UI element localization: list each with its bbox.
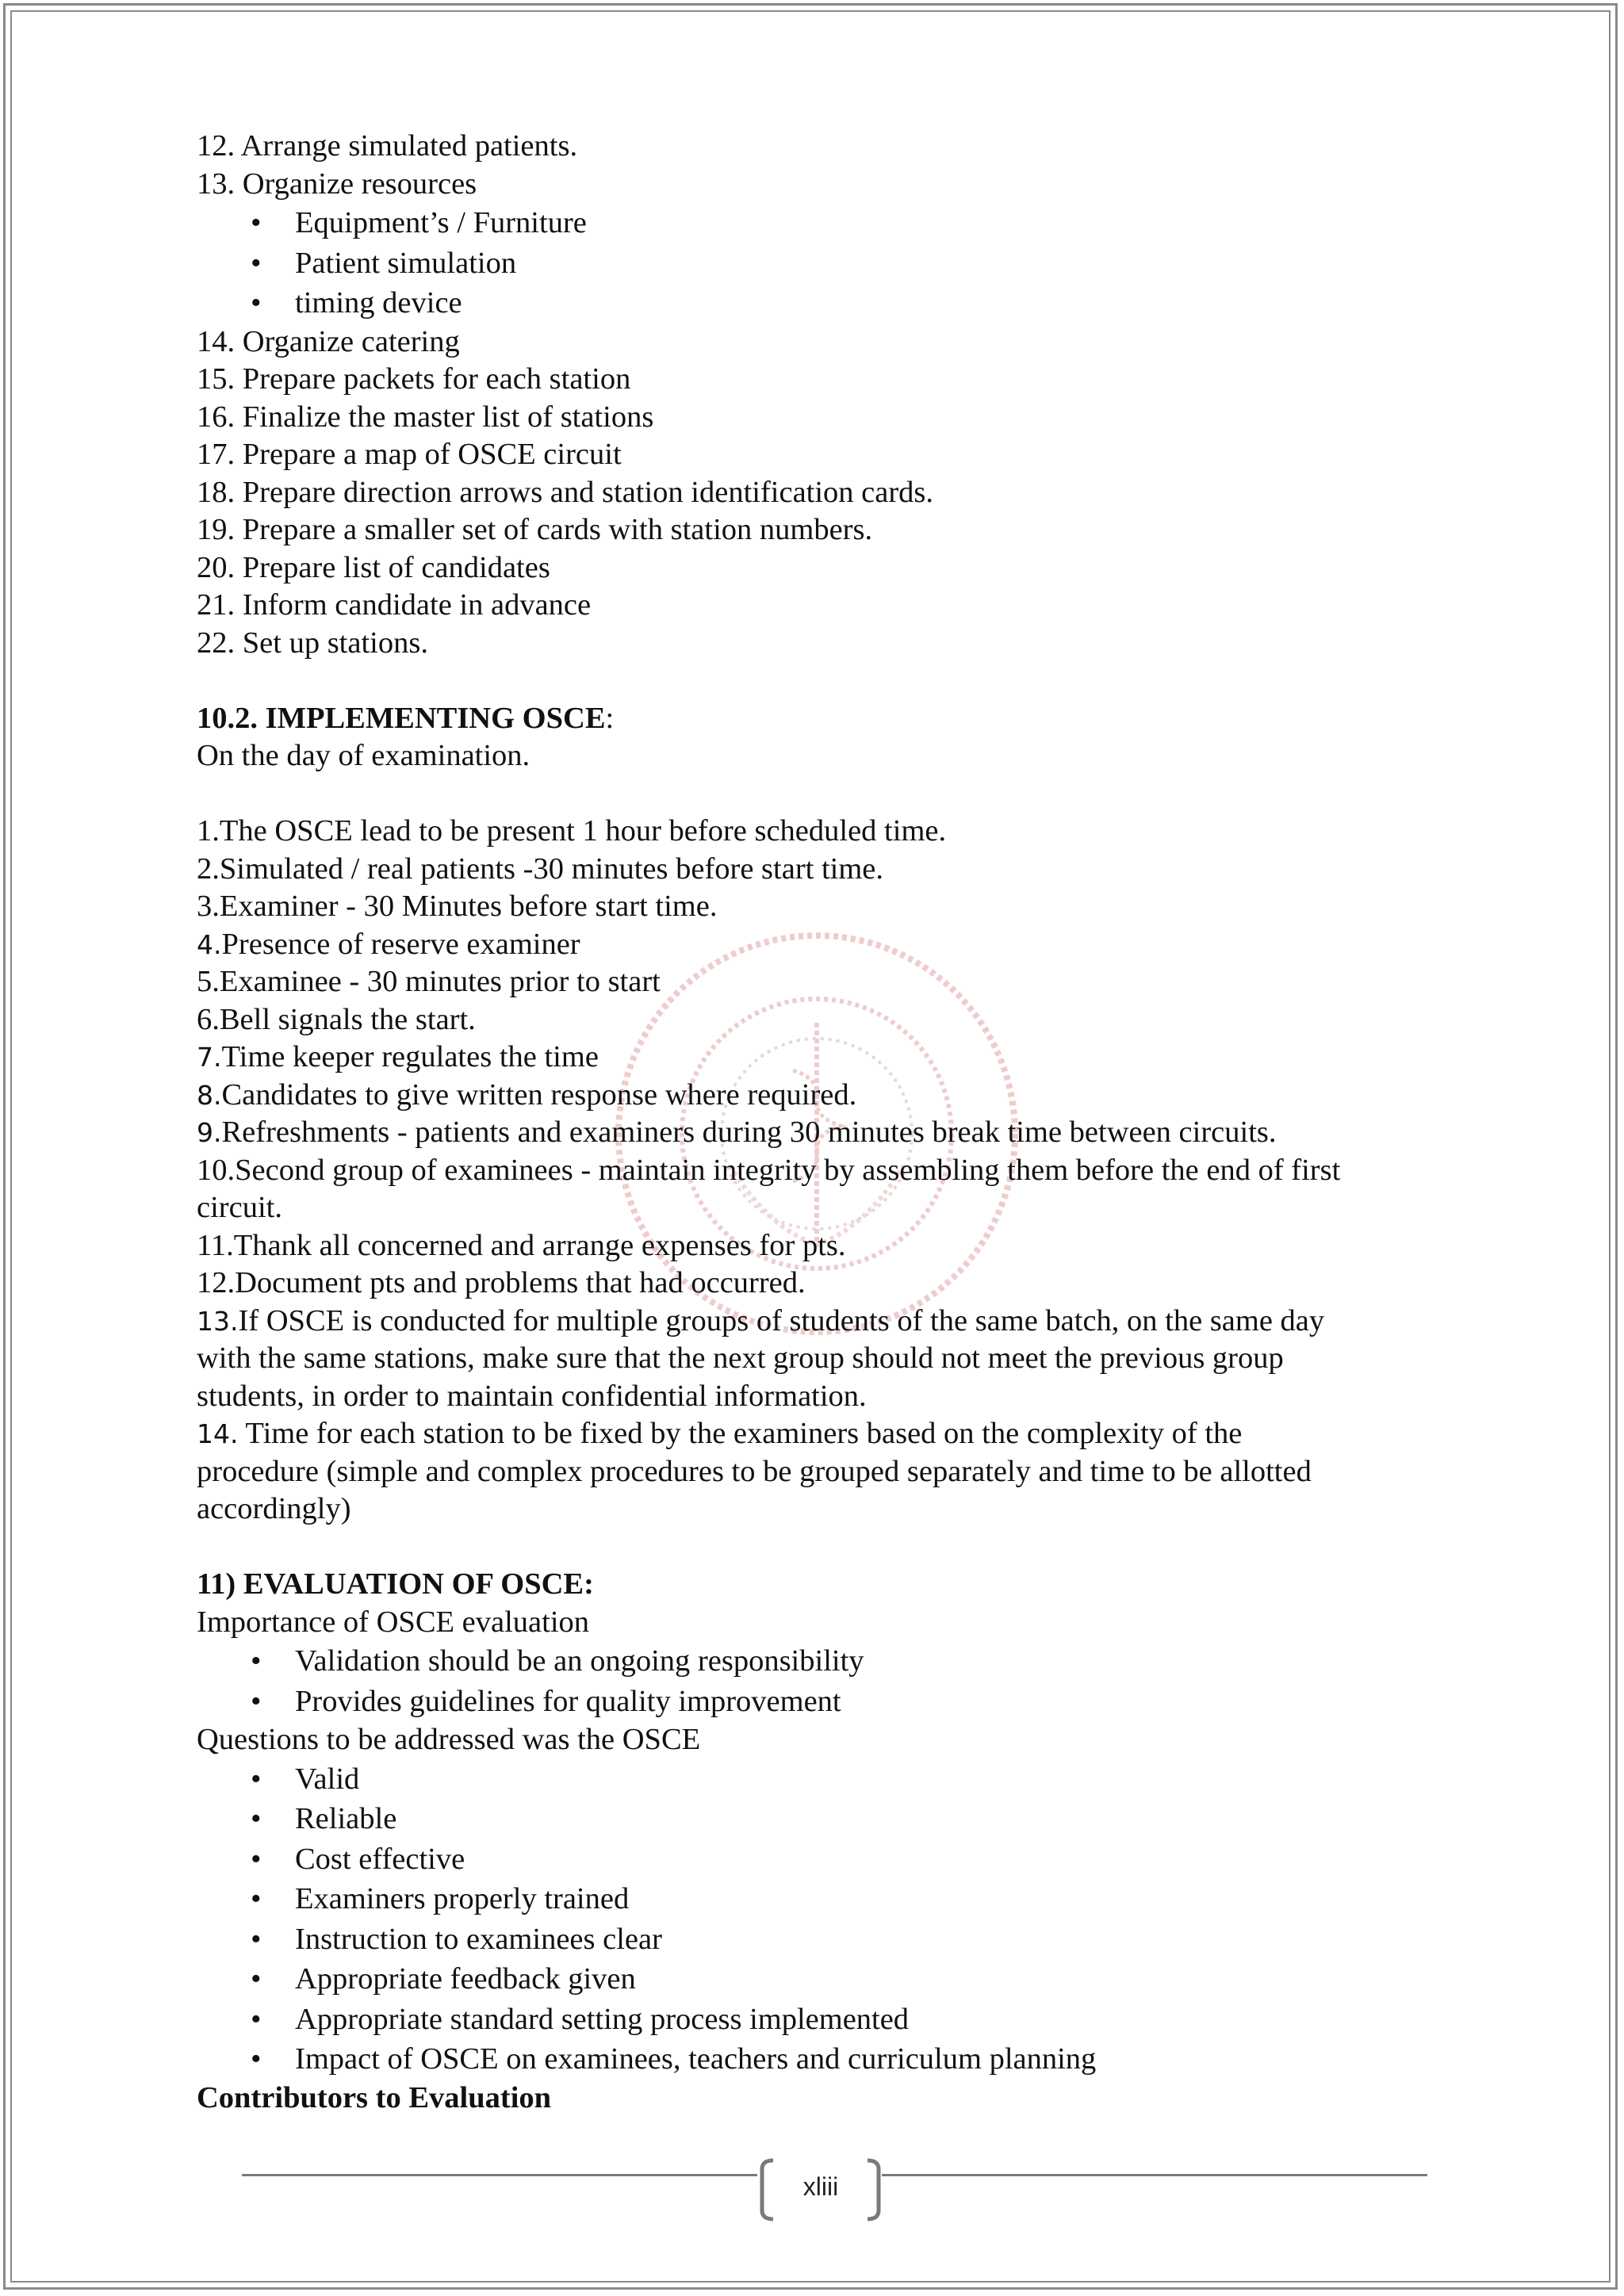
list-item: 12. Arrange simulated patients. bbox=[197, 129, 578, 163]
bullet-icon: • bbox=[251, 2042, 262, 2076]
bullet-icon: • bbox=[251, 2002, 262, 2036]
bullet-item: • timing device bbox=[197, 283, 1434, 323]
footer-rule bbox=[882, 2174, 1427, 2176]
step-item: 10.Second group of examinees - maintain integrity by assembling them before the end of first bbox=[197, 1153, 1341, 1187]
step-item: 7.Time keeper regulates the time bbox=[197, 1040, 599, 1073]
list-item: 22. Set up stations. bbox=[197, 626, 428, 660]
step-item: 11.Thank all concerned and arrange expenses for pts. bbox=[197, 1228, 846, 1262]
step-item: 2.Simulated / real patients -30 minutes before start time. bbox=[197, 851, 884, 886]
bullet-item: • Appropriate feedback given bbox=[197, 1959, 1434, 1999]
bullet-icon: • bbox=[251, 246, 262, 280]
bullet-icon: • bbox=[251, 1802, 262, 1835]
bullet-icon: • bbox=[251, 1684, 262, 1718]
section-heading: 10.2. IMPLEMENTING OSCE: bbox=[197, 701, 615, 735]
section-intro: On the day of examination. bbox=[197, 739, 530, 772]
step-item: 5.Examinee - 30 minutes prior to start bbox=[197, 965, 661, 998]
list-item: 13. Organize resources bbox=[197, 166, 477, 201]
bullet-item: • Cost effective bbox=[197, 1839, 1434, 1880]
step-item: 4.Presence of reserve examiner bbox=[197, 927, 580, 961]
bullet-icon: • bbox=[251, 1882, 262, 1915]
section-label: Questions to be addressed was the OSCE bbox=[197, 1723, 701, 1756]
bullet-item: • Appropriate standard setting process implemented bbox=[197, 1999, 1434, 2040]
list-item: 14. Organize catering bbox=[197, 324, 460, 358]
page-number: xliii bbox=[802, 2172, 839, 2201]
subsection-heading: Contributors to Evaluation bbox=[197, 2080, 552, 2114]
step-item: 12.Document pts and problems that had occurred. bbox=[197, 1266, 806, 1299]
list-item: 19. Prepare a smaller set of cards with station numbers. bbox=[197, 513, 873, 546]
bullet-item: • Impact of OSCE on examinees, teachers and curriculum planning bbox=[197, 2039, 1434, 2080]
step-item-continued: students, in order to maintain confidential information. bbox=[197, 1379, 867, 1413]
step-item: 8.Candidates to give written response where required. bbox=[197, 1077, 857, 1112]
step-item: 14. Time for each station to be fixed by the examiners based on the complexity of the bbox=[197, 1417, 1243, 1450]
bullet-icon: • bbox=[251, 1842, 262, 1876]
bullet-item: • Validation should be an ongoing responsibility bbox=[197, 1641, 1434, 1682]
list-item: 16. Finalize the master list of stations bbox=[197, 400, 654, 434]
step-item-continued: with the same stations, make sure that the next group should not meet the previous group bbox=[197, 1341, 1284, 1375]
list-item: 20. Prepare list of candidates bbox=[197, 550, 550, 584]
bullet-icon: • bbox=[251, 1762, 262, 1796]
step-item: 9.Refreshments - patients and examiners during 30 minutes break time between circuits. bbox=[197, 1115, 1277, 1149]
bullet-icon: • bbox=[251, 1962, 262, 1996]
list-item: 17. Prepare a map of OSCE circuit bbox=[197, 438, 622, 471]
document-body bbox=[197, 128, 1434, 2117]
step-item: 6.Bell signals the start. bbox=[197, 1002, 476, 1036]
step-item: 13.If OSCE is conducted for multiple groups of students of the same batch, on the same day bbox=[197, 1303, 1325, 1337]
bullet-item: • Equipment’s / Furniture bbox=[197, 203, 1434, 243]
list-item: 15. Prepare packets for each station bbox=[197, 362, 631, 396]
bullet-icon: • bbox=[251, 1644, 262, 1678]
bullet-item: • Provides guidelines for quality improvement bbox=[197, 1682, 1434, 1722]
bullet-icon: • bbox=[251, 286, 262, 320]
bullet-item: • Valid bbox=[197, 1759, 1434, 1800]
step-item-continued: accordingly) bbox=[197, 1492, 351, 1525]
list-item: 21. Inform candidate in advance bbox=[197, 588, 592, 622]
step-item-continued: circuit. bbox=[197, 1191, 282, 1224]
bullet-item: • Patient simulation bbox=[197, 243, 1434, 284]
step-item: 3.Examiner - 30 Minutes before start time. bbox=[197, 890, 718, 923]
step-item-continued: procedure (simple and complex procedures to be grouped separately and time to be allotted bbox=[197, 1454, 1312, 1488]
bullet-item: • Reliable bbox=[197, 1799, 1434, 1839]
bullet-icon: • bbox=[251, 1922, 262, 1956]
bullet-icon: • bbox=[251, 206, 262, 239]
list-item: 18. Prepare direction arrows and station identification cards. bbox=[197, 475, 934, 509]
section-heading: 11) EVALUATION OF OSCE: bbox=[197, 1567, 594, 1601]
bullet-item: • Examiners properly trained bbox=[197, 1879, 1434, 1919]
step-item: 1.The OSCE lead to be present 1 hour before scheduled time. bbox=[197, 814, 947, 848]
footer-rule bbox=[242, 2174, 757, 2176]
bullet-item: • Instruction to examinees clear bbox=[197, 1919, 1434, 1960]
section-label: Importance of OSCE evaluation bbox=[197, 1605, 590, 1639]
